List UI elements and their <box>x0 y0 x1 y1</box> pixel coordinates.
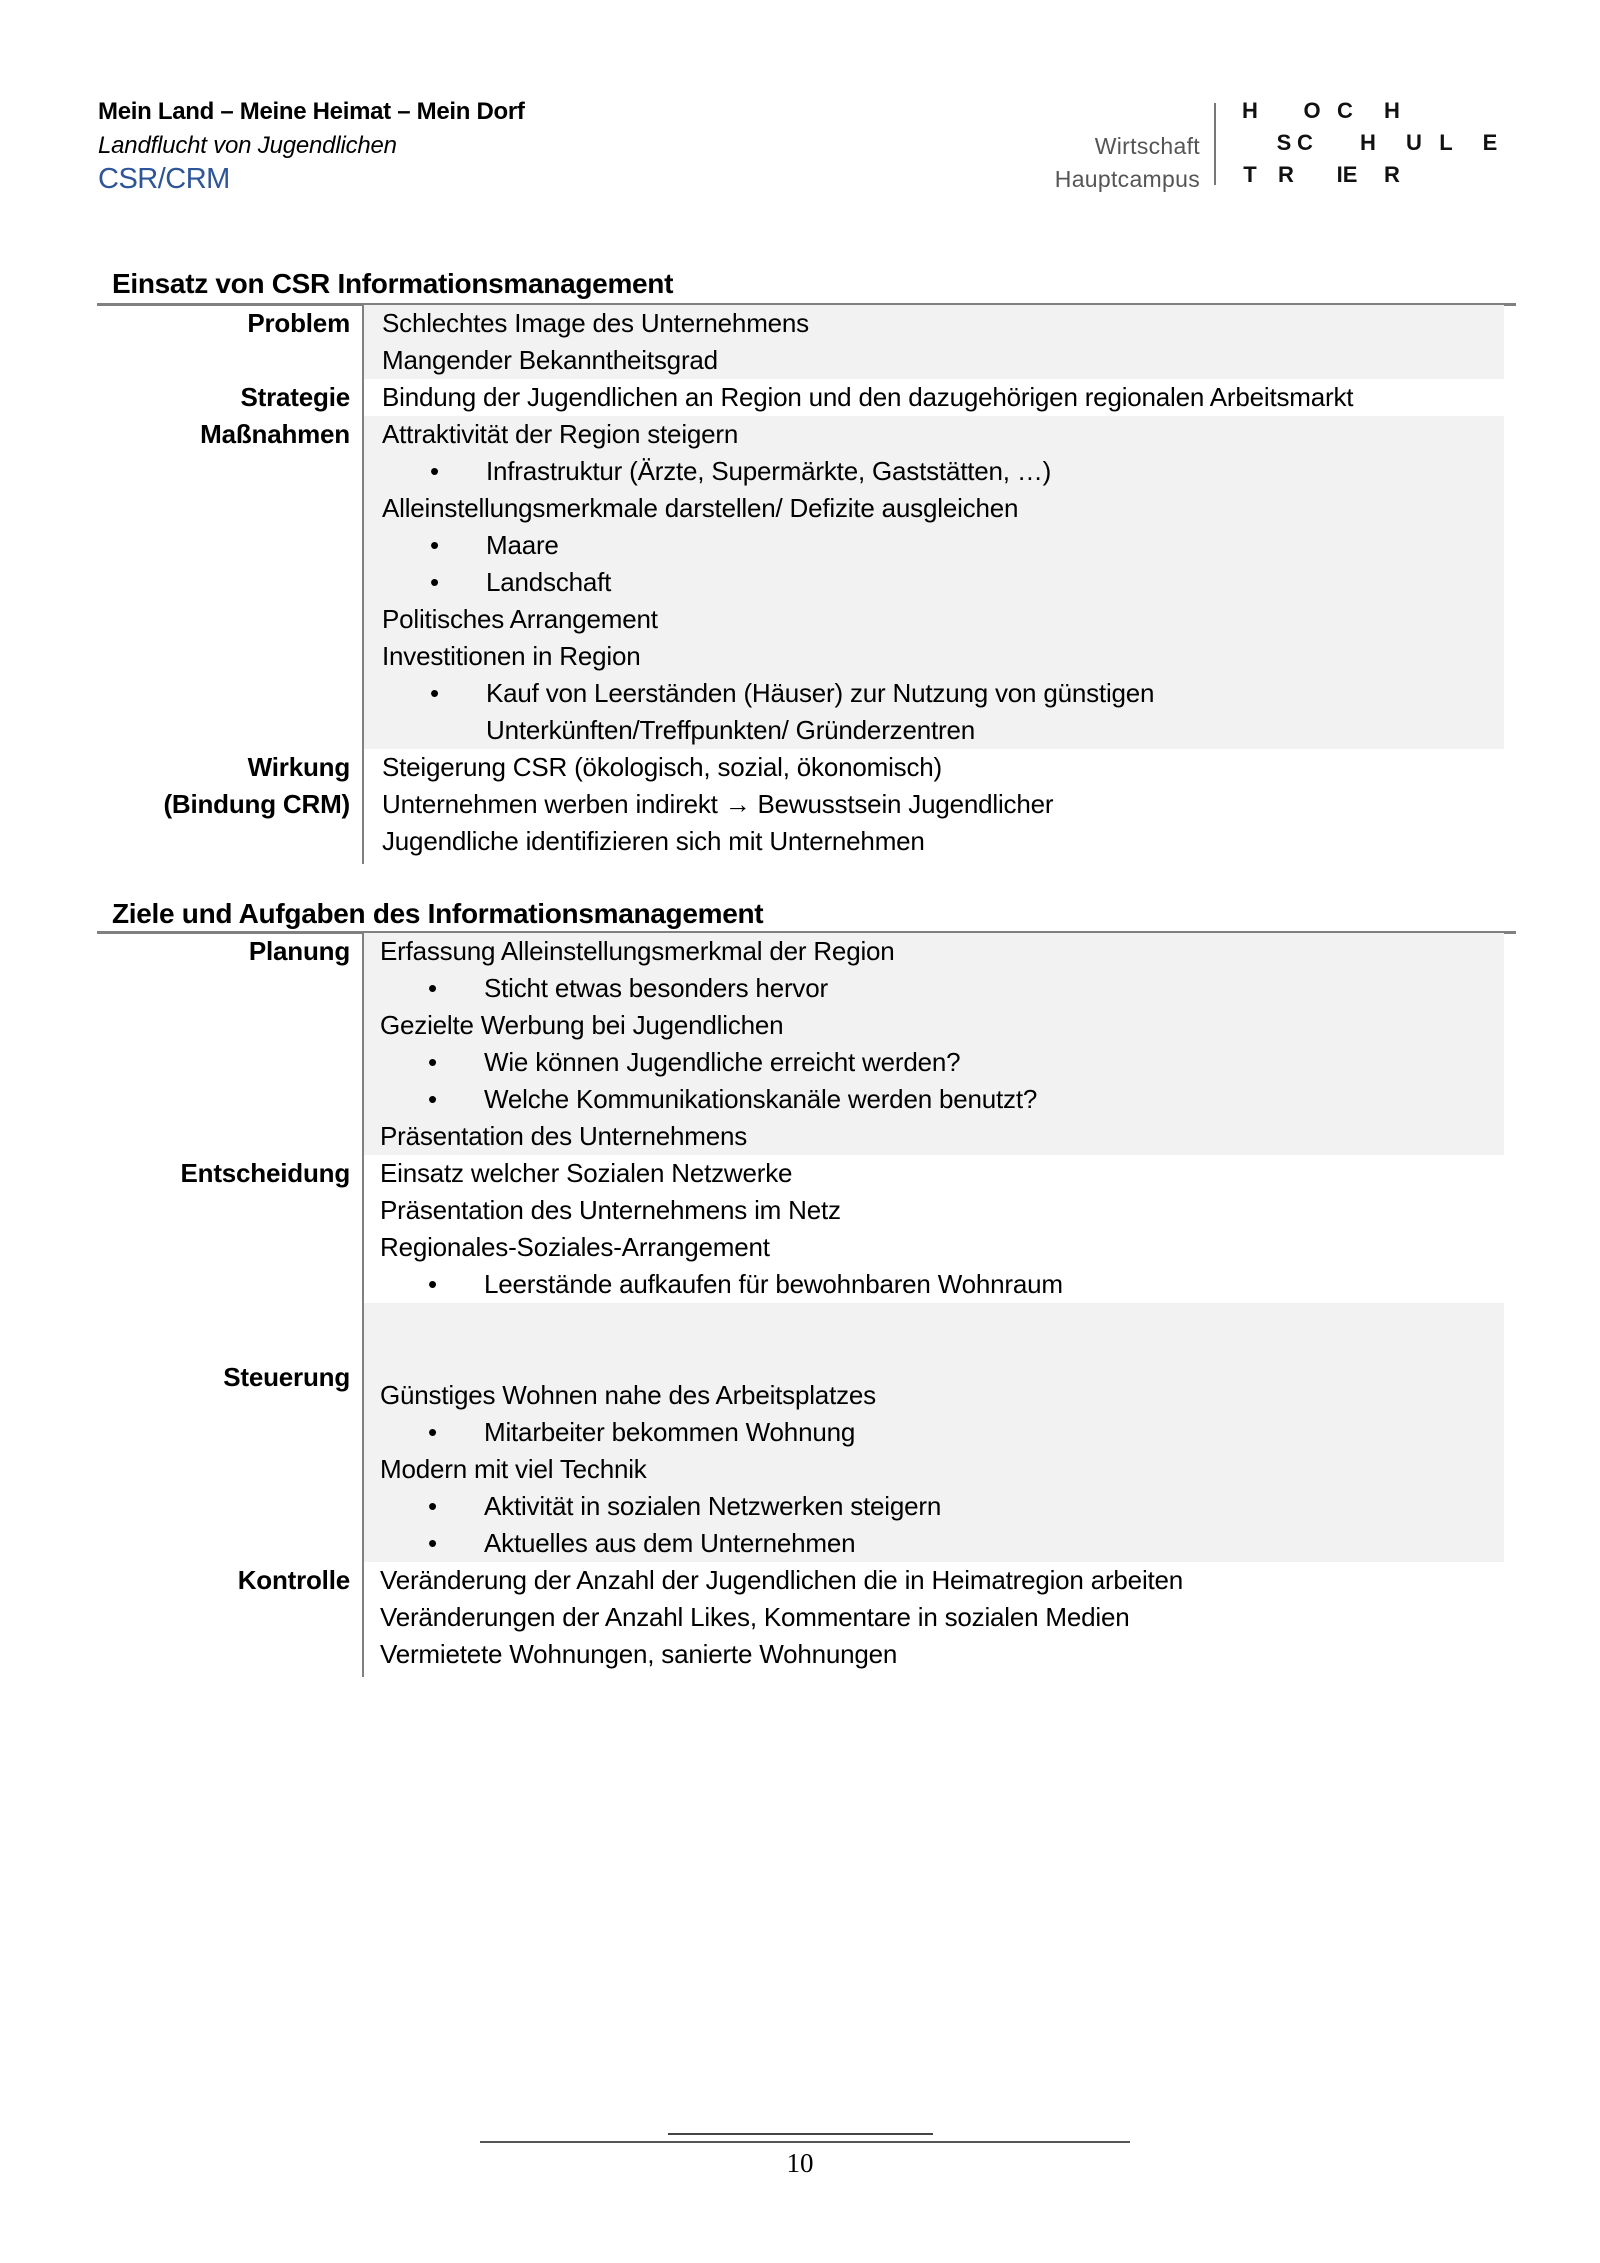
logo-letter: C <box>1337 98 1353 123</box>
logo-letter: H <box>1242 98 1258 123</box>
logo-letter: L <box>1439 130 1453 155</box>
logo-letter: C <box>1297 130 1313 155</box>
page-number: 10 <box>786 2148 814 2178</box>
bullet-item: • Landschaft <box>382 564 611 601</box>
row-text: Unternehmen werben indirekt → Bewusstsein Jugendlicher <box>382 789 1054 819</box>
document-subtitle: Landflucht von Jugendlichen <box>98 132 397 159</box>
document-topic: CSR/CRM <box>98 163 230 195</box>
row-text: Präsentation des Unternehmens im Netz <box>380 1195 841 1225</box>
logo-letter: R <box>1384 162 1400 187</box>
row-text: Jugendliche identifizieren sich mit Unternehmen <box>382 826 925 856</box>
row-label-kontrolle: Kontrolle <box>237 1565 350 1595</box>
logo-letter: O <box>1303 98 1321 123</box>
bullet-item: • Infrastruktur (Ärzte, Supermärkte, Gaststätten, …) <box>382 453 1051 490</box>
logo-department: Wirtschaft <box>1094 133 1200 159</box>
bullet-item: • Leerstände aufkaufen für bewohnbaren Wohnraum <box>380 1266 1063 1303</box>
logo-letter: IE <box>1336 162 1358 187</box>
row-text: Vermietete Wohnungen, sanierte Wohnungen <box>380 1639 898 1669</box>
document-title: Mein Land – Meine Heimat – Mein Dorf <box>98 98 525 125</box>
row-text: Erfassung Alleinstellungsmerkmal der Region <box>380 936 895 966</box>
row-label-wirkung: Wirkung <box>247 752 350 782</box>
row-text: Attraktivität der Region steigern <box>382 419 739 449</box>
row-text: Bindung der Jugendlichen an Region und den dazugehörigen regionalen Arbeitsmarkt <box>382 382 1354 412</box>
footer-rule-upper <box>668 2133 933 2135</box>
bullet-item: • Wie können Jugendliche erreicht werden? <box>380 1044 960 1081</box>
row-text: Präsentation des Unternehmens <box>380 1121 748 1151</box>
logo-department-block <box>1055 130 1200 196</box>
row-label-entscheidung: Entscheidung <box>180 1158 350 1188</box>
logo-letter: U <box>1406 130 1422 155</box>
row-text: Günstiges Wohnen nahe des Arbeitsplatzes <box>380 1380 876 1410</box>
row-text: Investitionen in Region <box>382 641 641 671</box>
row-text: Regionales-Soziales-Arrangement <box>380 1232 770 1262</box>
row-label-planung: Planung <box>248 936 350 966</box>
row-label-sub: (Bindung CRM) <box>163 789 350 819</box>
bullet-item: • Aktuelles aus dem Unternehmen <box>380 1525 855 1562</box>
bullet-item: • Aktivität in sozialen Netzwerken steigern <box>380 1488 941 1525</box>
row-text: Einsatz welcher Sozialen Netzwerke <box>380 1158 793 1188</box>
row-text: Alleinstellungsmerkmale darstellen/ Defizite ausgleichen <box>382 493 1019 523</box>
bullet-item: • Kauf von Leerständen (Häuser) zur Nutzung von günstigen <box>382 675 1154 712</box>
row-label-problem: Problem <box>247 308 350 338</box>
row-text: Gezielte Werbung bei Jugendlichen <box>380 1010 784 1040</box>
row-text: Mangender Bekanntheitsgrad <box>382 345 718 375</box>
row-label-steuerung: Steuerung <box>223 1361 350 1392</box>
bullet-item: • Sticht etwas besonders hervor <box>380 970 828 1007</box>
logo-letter: E <box>1482 130 1498 155</box>
logo-letter: S <box>1276 130 1292 155</box>
row-text: Veränderung der Anzahl der Jugendlichen die in Heimatregion arbeiten <box>380 1565 1184 1595</box>
row-text: Veränderungen der Anzahl Likes, Kommentare in sozialen Medien <box>380 1602 1130 1632</box>
bullet-item: • Maare <box>382 527 559 564</box>
row-text: Steigerung CSR (ökologisch, sozial, ökonomisch) <box>382 752 942 782</box>
section-heading: Einsatz von CSR Informationsmanagement <box>112 268 674 299</box>
logo-letter: T <box>1243 162 1257 187</box>
section-heading: Ziele und Aufgaben des Informationsmanagement <box>112 898 764 929</box>
logo-letter: H <box>1360 130 1376 155</box>
logo-campus: Hauptcampus <box>1054 166 1200 192</box>
row-label-manahmen: Maßnahmen <box>200 419 350 449</box>
row-text: Modern mit viel Technik <box>380 1454 647 1484</box>
row-text: Unterkünften/Treffpunkten/ Gründerzentren <box>486 715 975 745</box>
bullet-item: • Welche Kommunikationskanäle werden benutzt? <box>380 1081 1037 1118</box>
bullet-item: • Mitarbeiter bekommen Wohnung <box>380 1414 855 1451</box>
logo-letter: R <box>1278 162 1294 187</box>
row-text: Politisches Arrangement <box>382 604 658 634</box>
row-text: Schlechtes Image des Unternehmens <box>382 308 809 338</box>
row-label-strategie: Strategie <box>240 382 350 412</box>
footer-rule <box>480 2141 1130 2143</box>
logo-letter: H <box>1384 98 1400 123</box>
logo-divider <box>1214 103 1216 185</box>
